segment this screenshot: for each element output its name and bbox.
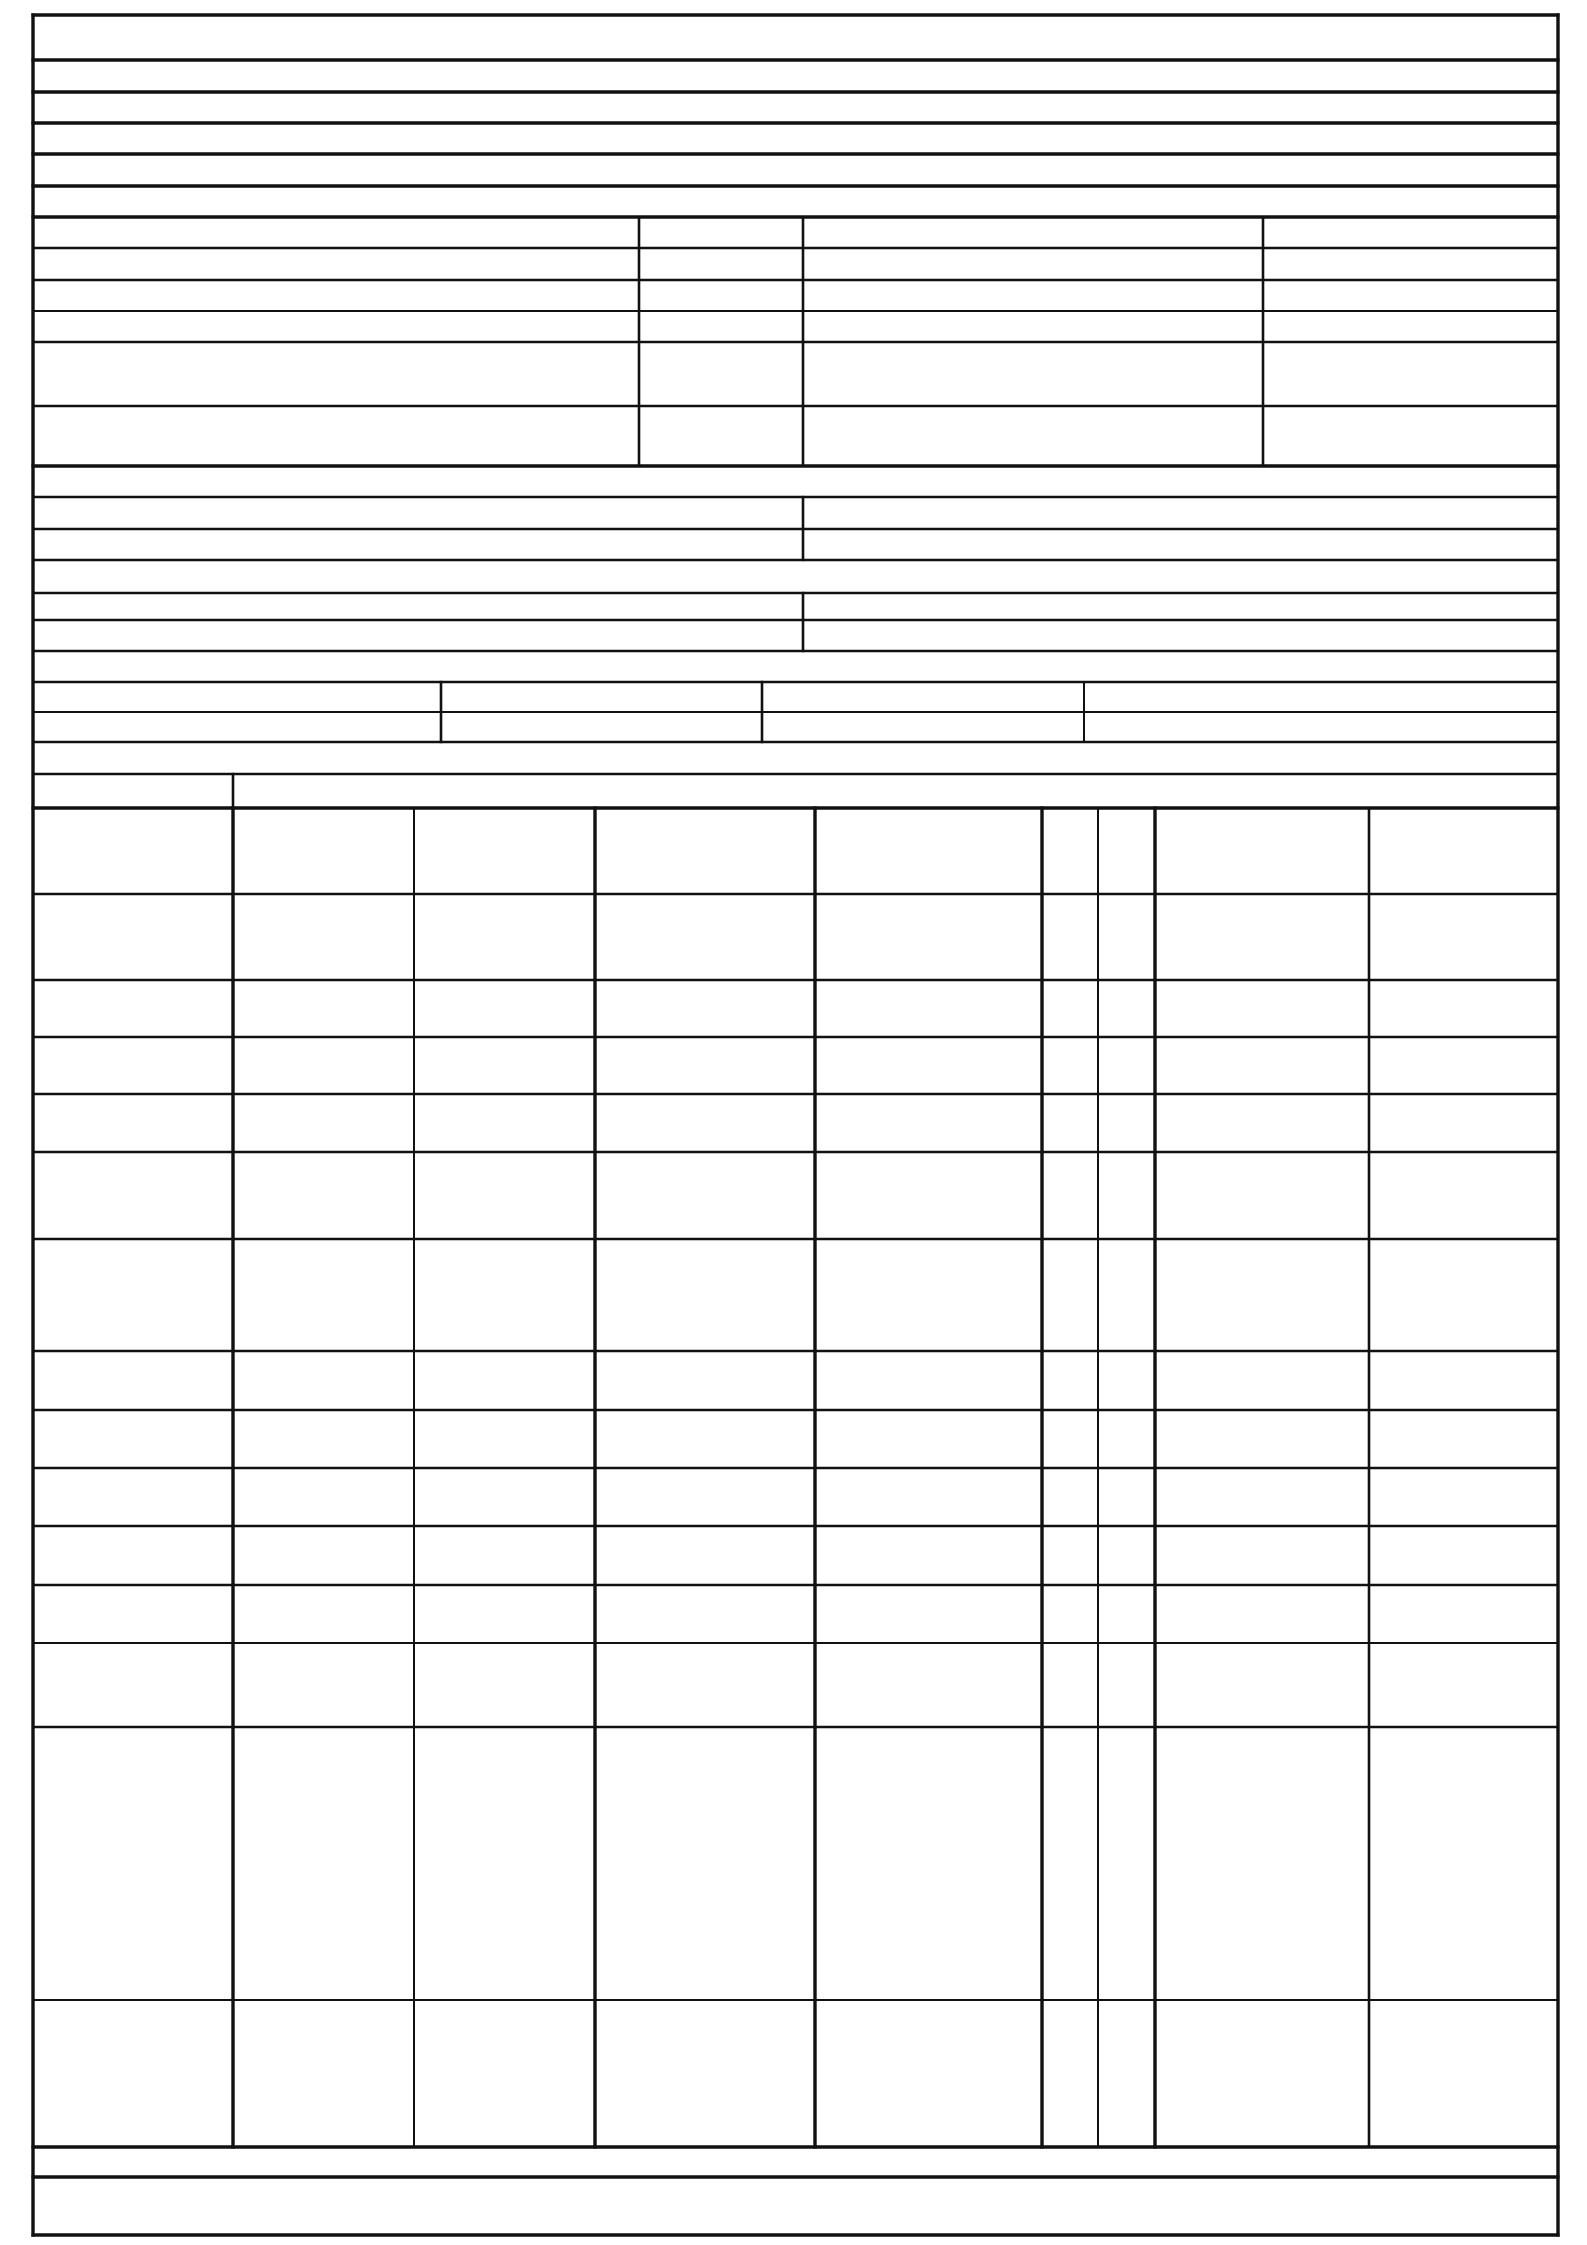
info-grid-2col-b [33,593,1558,651]
outer-frame [33,15,1558,2235]
info-grid-4col [33,217,1558,466]
main-table [33,808,1558,2147]
section-bar [33,774,1558,808]
header-rows [33,60,1558,217]
info-grid-4col-b [33,682,1558,742]
info-grid-2col-a [33,497,1558,560]
